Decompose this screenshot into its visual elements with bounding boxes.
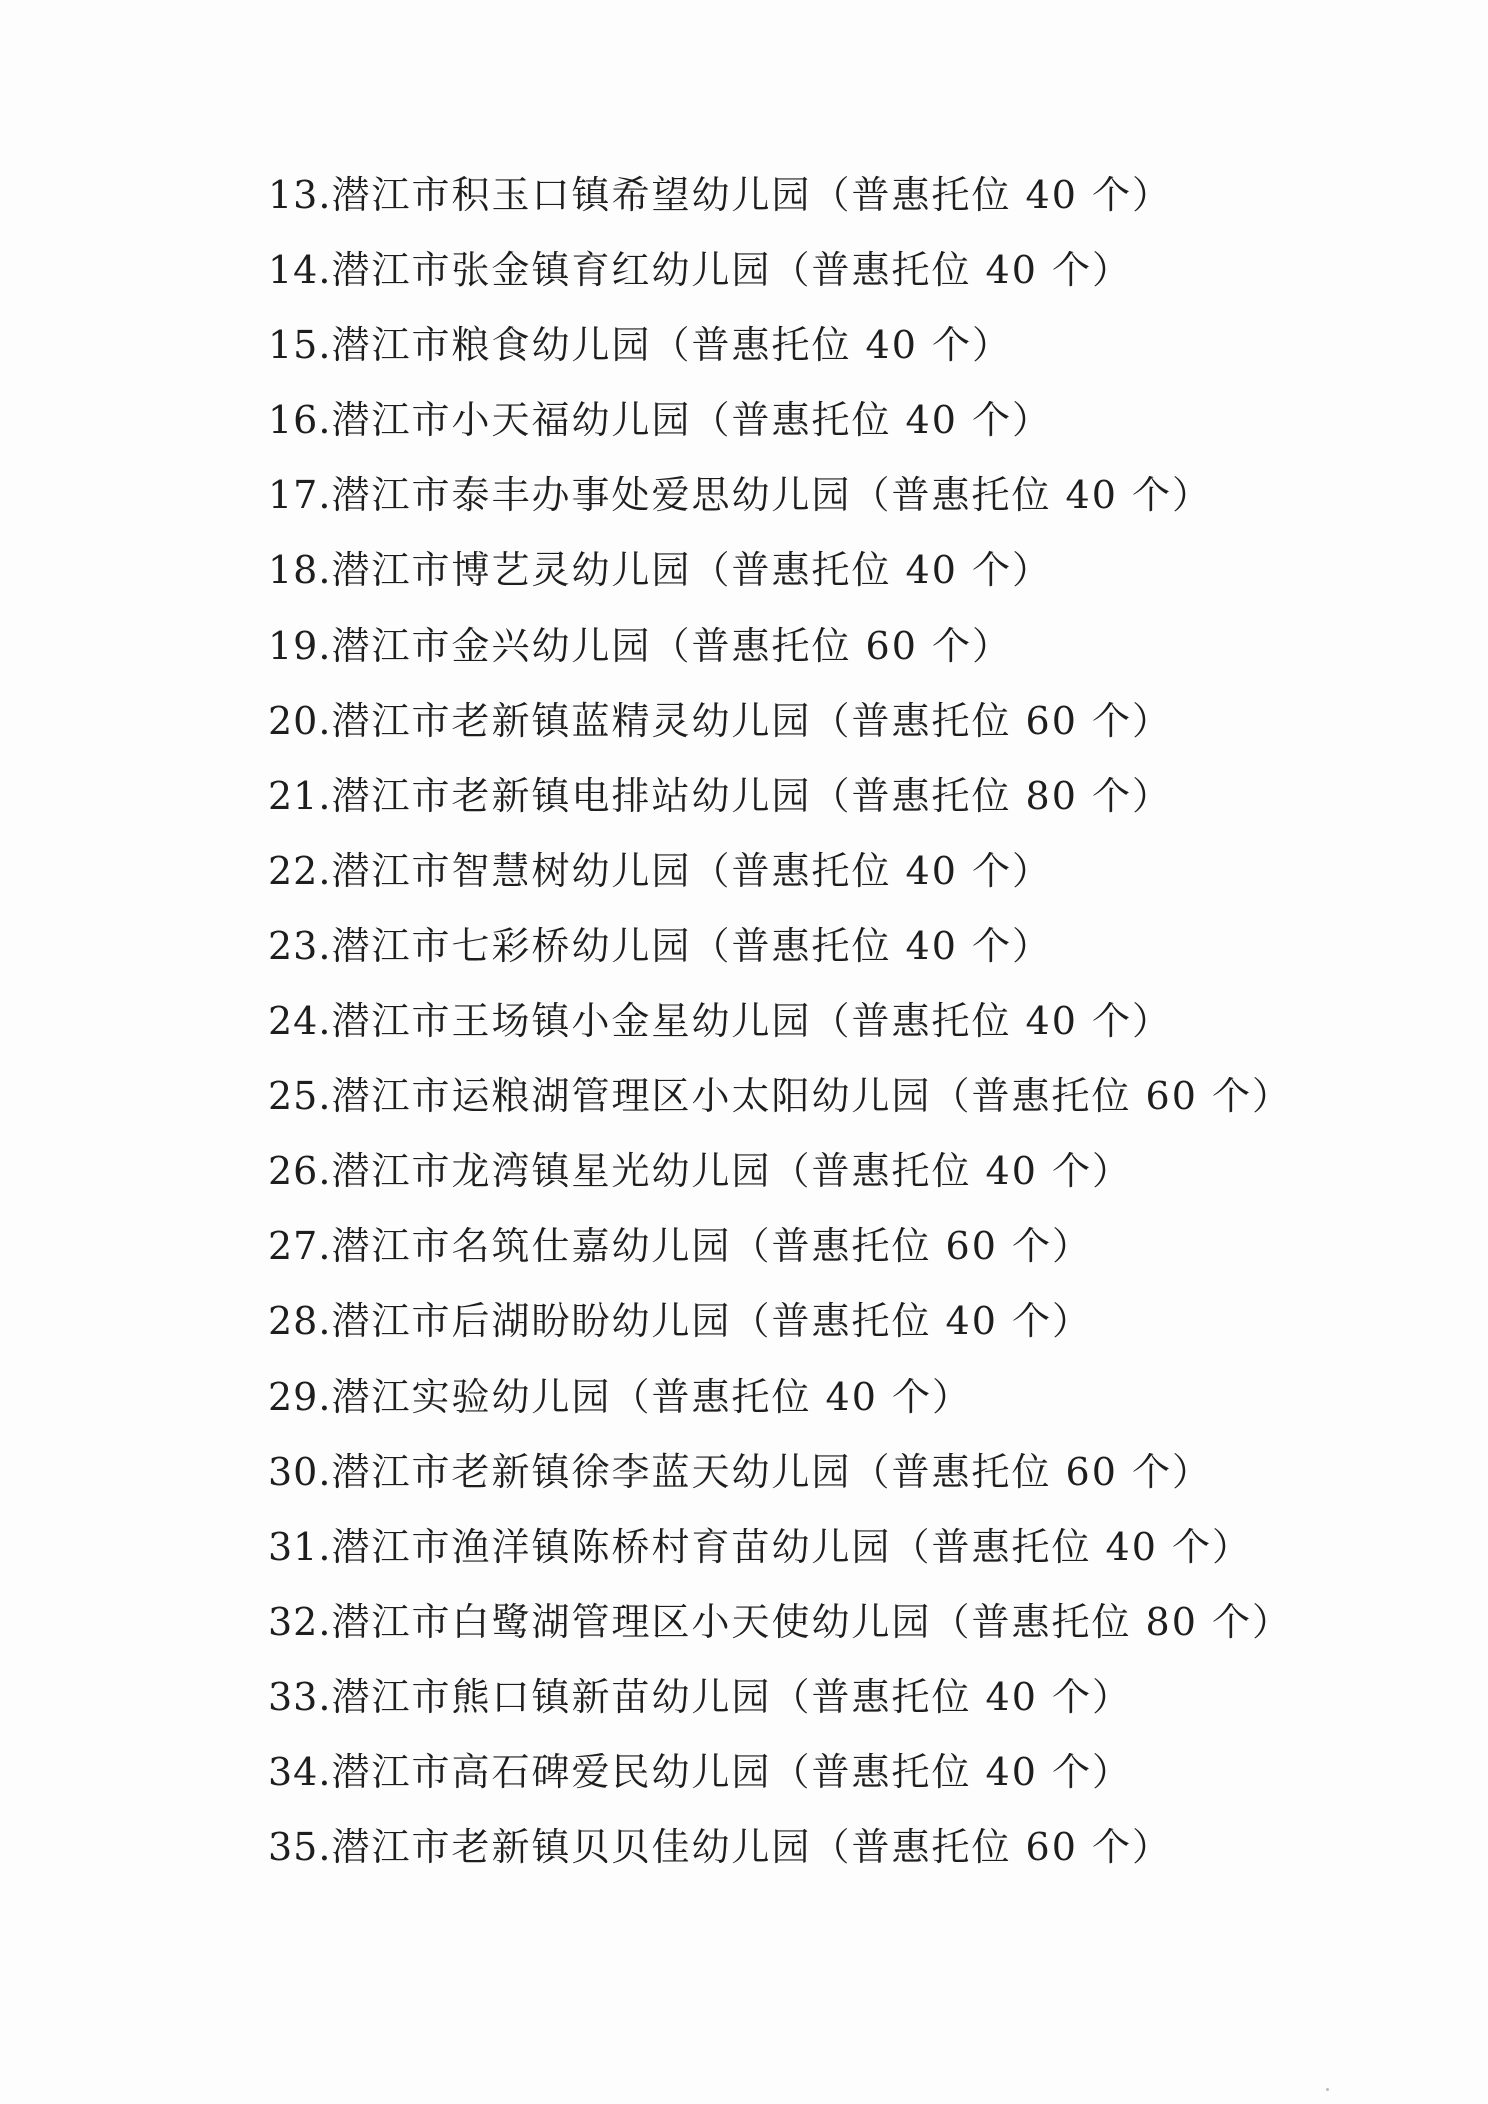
- list-item: [268, 1735, 1292, 1810]
- item-number: 23.: [268, 923, 332, 968]
- item-text: 潜江市龙湾镇星光幼儿园（普惠托位 40 个）: [331, 1149, 1132, 1194]
- item-number: 31.: [268, 1524, 332, 1569]
- item-number: 33.: [268, 1674, 332, 1719]
- item-number: 13.: [268, 173, 332, 217]
- item-number: 30.: [268, 1449, 332, 1494]
- item-text: 潜江市张金镇育红幼儿园（普惠托位 40 个）: [331, 248, 1132, 293]
- item-text: 潜江市老新镇徐李蓝天幼儿园（普惠托位 60 个）: [331, 1449, 1212, 1494]
- list-item: [268, 984, 1292, 1059]
- item-text: 潜江市渔洋镇陈桥村育苗幼儿园（普惠托位 40 个）: [331, 1524, 1252, 1569]
- item-number: 18.: [268, 548, 332, 593]
- item-text: 潜江市智慧树幼儿园（普惠托位 40 个）: [331, 848, 1052, 893]
- item-text: 潜江市王场镇小金星幼儿园（普惠托位 40 个）: [331, 999, 1172, 1044]
- list-item: [268, 759, 1292, 834]
- item-number: 19.: [268, 623, 332, 668]
- item-number: 20.: [268, 698, 332, 743]
- list-item: [268, 1209, 1292, 1284]
- item-text: 潜江市后湖盼盼幼儿园（普惠托位 40 个）: [331, 1299, 1092, 1344]
- item-text: 潜江实验幼儿园（普惠托位 40 个）: [331, 1374, 972, 1419]
- item-text: 潜江市老新镇贝贝佳幼儿园（普惠托位 60 个）: [331, 1825, 1172, 1870]
- item-number: 21.: [268, 773, 332, 818]
- list-item: [268, 158, 1292, 233]
- list-item: [268, 1284, 1292, 1359]
- list-item: [268, 458, 1292, 533]
- list-item: [268, 308, 1292, 383]
- list-item: [268, 909, 1292, 984]
- item-text: 潜江市老新镇蓝精灵幼儿园（普惠托位 60 个）: [331, 698, 1172, 743]
- item-number: 34.: [268, 1749, 332, 1794]
- item-number: 28.: [268, 1299, 332, 1344]
- list-item: [268, 233, 1292, 308]
- list-item: [268, 1059, 1292, 1134]
- list-item: [268, 1585, 1292, 1660]
- item-number: 26.: [268, 1149, 332, 1194]
- item-text: 潜江市积玉口镇希望幼儿园（普惠托位 40 个）: [331, 173, 1172, 217]
- item-text: 潜江市高石碑爱民幼儿园（普惠托位 40 个）: [331, 1749, 1132, 1794]
- item-text: 潜江市老新镇电排站幼儿园（普惠托位 80 个）: [331, 773, 1172, 818]
- list-item: [268, 1134, 1292, 1209]
- list-item: [268, 1660, 1292, 1735]
- item-text: 潜江市七彩桥幼儿园（普惠托位 40 个）: [331, 923, 1052, 968]
- item-text: 潜江市小天福幼儿园（普惠托位 40 个）: [331, 398, 1052, 443]
- item-text: 潜江市熊口镇新苗幼儿园（普惠托位 40 个）: [331, 1674, 1132, 1719]
- item-text: 潜江市粮食幼儿园（普惠托位 40 个）: [331, 323, 1012, 368]
- item-text: 潜江市运粮湖管理区小太阳幼儿园（普惠托位 60 个）: [331, 1074, 1292, 1119]
- item-number: 29.: [268, 1374, 332, 1419]
- item-number: 15.: [268, 323, 332, 368]
- list-item: [268, 1360, 1292, 1435]
- item-number: 27.: [268, 1224, 332, 1269]
- item-text: 潜江市名筑仕嘉幼儿园（普惠托位 60 个）: [331, 1224, 1092, 1269]
- list-item: [268, 1810, 1292, 1885]
- list-item: [268, 1435, 1292, 1510]
- list-item: [268, 1510, 1292, 1585]
- item-number: 25.: [268, 1074, 332, 1119]
- item-text: 潜江市金兴幼儿园（普惠托位 60 个）: [331, 623, 1012, 668]
- list-item: [268, 834, 1292, 909]
- list-item: [268, 609, 1292, 684]
- scan-speck: [1326, 2088, 1329, 2091]
- item-text: 潜江市白鹭湖管理区小天使幼儿园（普惠托位 80 个）: [331, 1599, 1292, 1644]
- item-number: 35.: [268, 1825, 332, 1870]
- item-text: 潜江市博艺灵幼儿园（普惠托位 40 个）: [331, 548, 1052, 593]
- list-item: [268, 533, 1292, 608]
- list-item: [268, 684, 1292, 759]
- item-number: 17.: [268, 473, 332, 518]
- kindergarten-list: [268, 158, 1292, 1885]
- item-number: 24.: [268, 999, 332, 1044]
- item-number: 14.: [268, 248, 332, 293]
- item-number: 16.: [268, 398, 332, 443]
- list-item: [268, 383, 1292, 458]
- item-number: 22.: [268, 848, 332, 893]
- item-number: 32.: [268, 1599, 332, 1644]
- item-text: 潜江市泰丰办事处爱思幼儿园（普惠托位 40 个）: [331, 473, 1212, 518]
